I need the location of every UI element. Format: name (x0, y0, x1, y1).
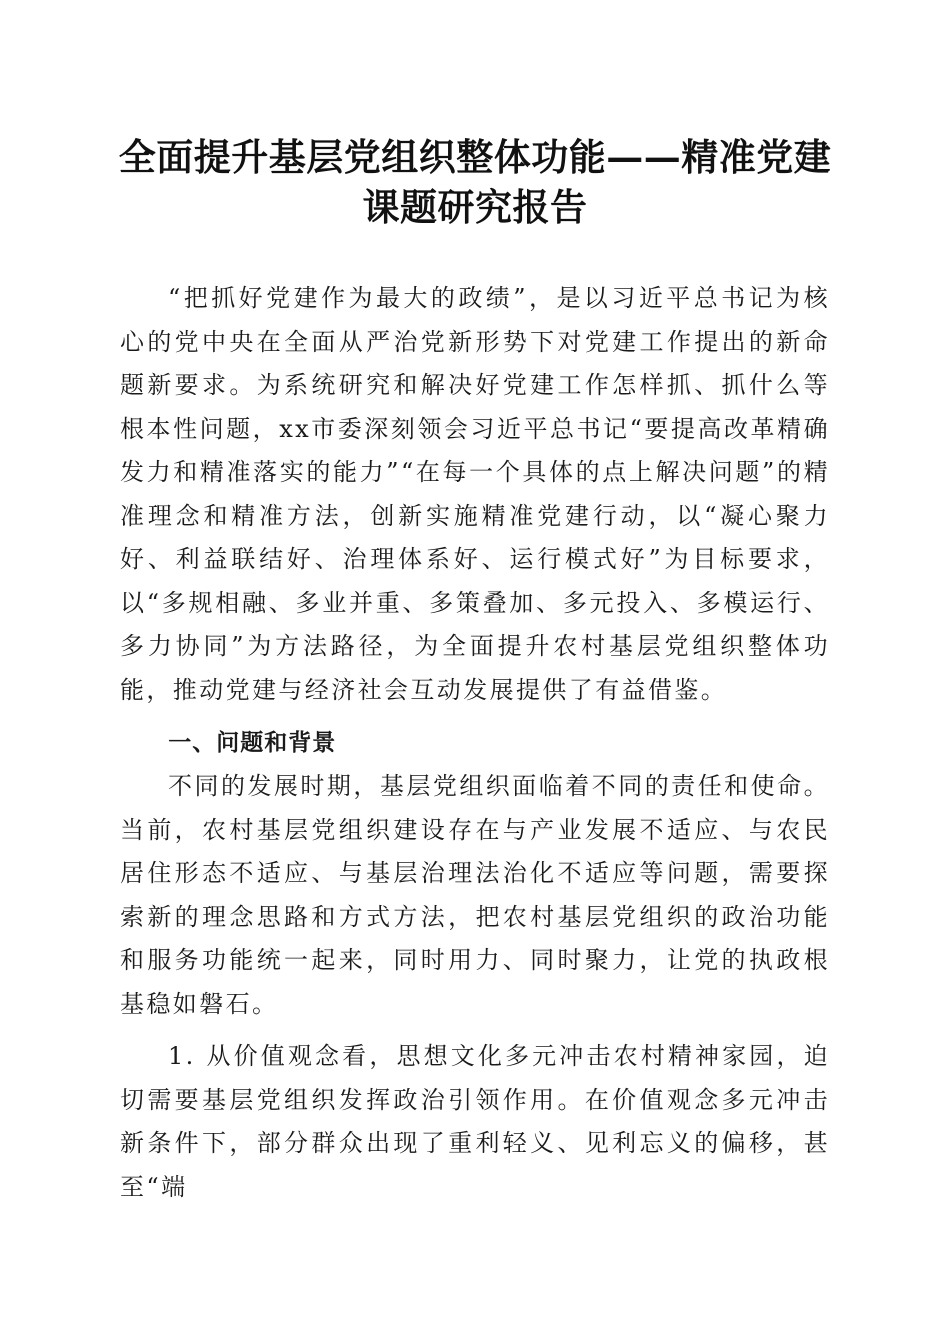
intro-paragraph: “把抓好党建作为最大的政绩”，是以习近平总书记为核心的党中央在全面从严治党新形势下对党建工作提出的新命题新要求。为系统研究和解决好党建工作怎样抓、抓什么等根本性问题，xx市委深刻领会习近平总书记“要提高改革精确发力和精准落实的能力”“在每一个具体的点上解决问题”的精准理念和精准方法，创新实施精准党建行动，以“凝心聚力好、利益联结好、治理体系好、运行模式好”为目标要求，以“多规相融、多业并重、多策叠加、多元投入、多模运行、多力协同”为方法路径，为全面提升农村基层党组织整体功能，推动党建与经济社会互动发展提供了有益借鉴。 (120, 284, 830, 704)
document-title: 全面提升基层党组织整体功能——精准党建课题研究报告 (118, 135, 832, 229)
section-paragraph-values: 1. 从价值观念看，思想文化多元冲击农村精神家园，迫切需要基层党组织发挥政治引领作用。在价值观念多元冲击新条件下，部分群众出现了重利轻义、见利忘义的偏移，甚至“端 (120, 1042, 830, 1201)
section-heading-problem-background: 一、问题和背景 (168, 730, 337, 756)
section-paragraph: 不同的发展时期，基层党组织面临着不同的责任和使命。当前，农村基层党组织建设存在与产业发展不适应、与农民居住形态不适应、与基层治理法治化不适应等问题，需要探索新的理念思路和方式方法，把农村基层党组织的政治功能和服务功能统一起来，同时用力、同时聚力，让党的执政根基稳如磐石。 (120, 772, 830, 1018)
